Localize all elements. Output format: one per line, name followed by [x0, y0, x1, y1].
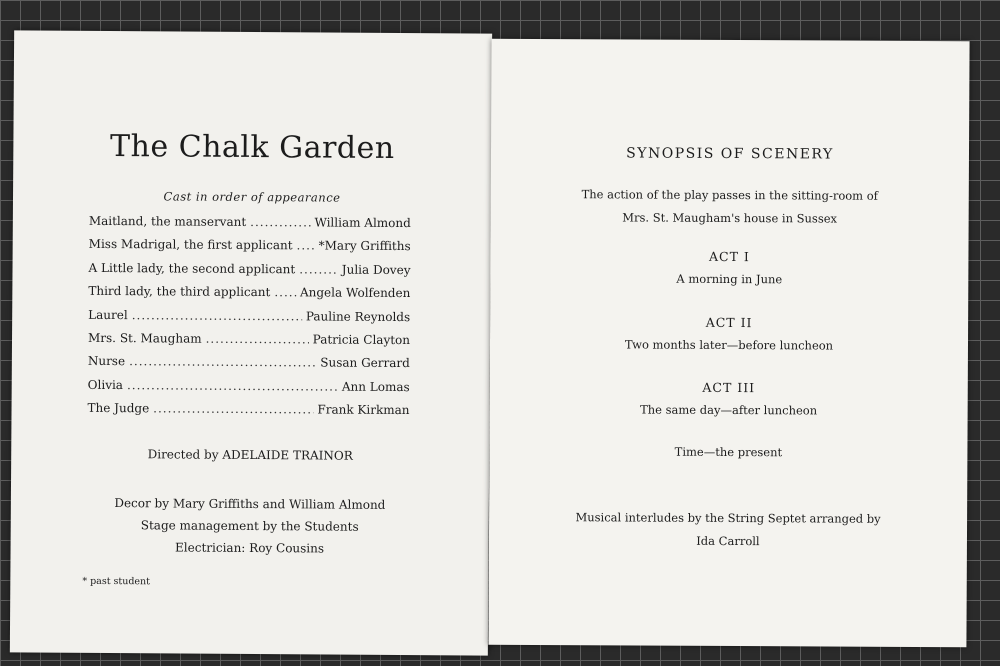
cast-actor: *Mary Griffiths [318, 238, 411, 254]
synopsis-heading: SYNOPSIS OF SCENERY [626, 145, 834, 163]
footnote: * past student [82, 575, 151, 588]
cast-actor: Pauline Reynolds [305, 308, 411, 324]
act-label: ACT II [705, 314, 753, 331]
act-block [490, 311, 968, 358]
leader-dots [129, 354, 316, 369]
setting-line: The action of the play passes in the sitting-room of [581, 187, 878, 203]
time-setting: Time—the present [674, 444, 783, 460]
act-label: ACT III [702, 379, 756, 396]
cast-list [87, 214, 410, 427]
cast-role: Mrs. St. Maugham [87, 330, 202, 346]
cast-actor: Frank Kirkman [317, 402, 410, 418]
cast-row [89, 237, 411, 263]
leader-dots [206, 332, 309, 347]
cast-row [88, 378, 410, 404]
cast-row [89, 214, 411, 240]
cast-role: A Little lady, the second applicant [88, 260, 296, 277]
music-line: Ida Carroll [696, 533, 760, 549]
leader-dots [299, 262, 338, 276]
music-line: Musical interludes by the String Septet arranged by [575, 510, 881, 526]
cast-role: The Judge [87, 400, 150, 416]
cast-actor: Julia Dovey [341, 262, 411, 277]
leader-dots [274, 285, 296, 299]
cast-role: Nurse [87, 354, 126, 369]
cast-actor: Patricia Clayton [312, 332, 411, 348]
cast-actor: William Almond [314, 215, 411, 231]
production-credits [10, 491, 488, 560]
cast-actor: Susan Gerrard [320, 355, 410, 371]
director-credit: Directed by ADELAIDE TRAINOR [147, 447, 353, 463]
cast-actor: Angela Wolfenden [299, 285, 411, 301]
cast-role: Maitland, the manservant [88, 213, 247, 229]
act-block [490, 245, 968, 292]
play-title: The Chalk Garden [109, 129, 395, 166]
cast-row [87, 401, 409, 427]
leader-dots [132, 308, 302, 323]
right-page [488, 39, 969, 647]
cast-row [88, 331, 410, 357]
leader-dots [250, 215, 310, 229]
cast-subtitle: Cast in order of appearance [163, 189, 341, 205]
credit-line: Decor by Mary Griffiths and William Almond [114, 496, 386, 512]
act-block [490, 376, 968, 423]
credit-line: Electrician: Roy Cousins [175, 540, 325, 556]
cast-row [88, 307, 410, 333]
setting-line: Mrs. St. Maugham's house in Sussex [622, 210, 838, 226]
cast-role: Miss Madrigal, the first applicant [88, 237, 293, 253]
act-description: A morning in June [676, 271, 783, 287]
act-description: The same day—after luncheon [640, 402, 818, 418]
leader-dots [297, 239, 315, 253]
cast-row [88, 284, 410, 310]
cast-role: Laurel [88, 307, 128, 322]
cast-row [88, 261, 410, 287]
cast-role: Third lady, the third applicant [88, 284, 271, 300]
act-label: ACT I [708, 248, 750, 265]
leader-dots [153, 401, 313, 416]
credit-line: Stage management by the Students [140, 518, 359, 534]
left-page [10, 30, 492, 655]
cast-role: Olivia [87, 377, 124, 392]
cast-actor: Ann Lomas [341, 379, 410, 394]
act-description: Two months later—before luncheon [624, 337, 834, 353]
leader-dots [127, 378, 338, 393]
setting-description [491, 183, 969, 232]
cast-row [88, 354, 410, 380]
music-credit [489, 506, 967, 555]
